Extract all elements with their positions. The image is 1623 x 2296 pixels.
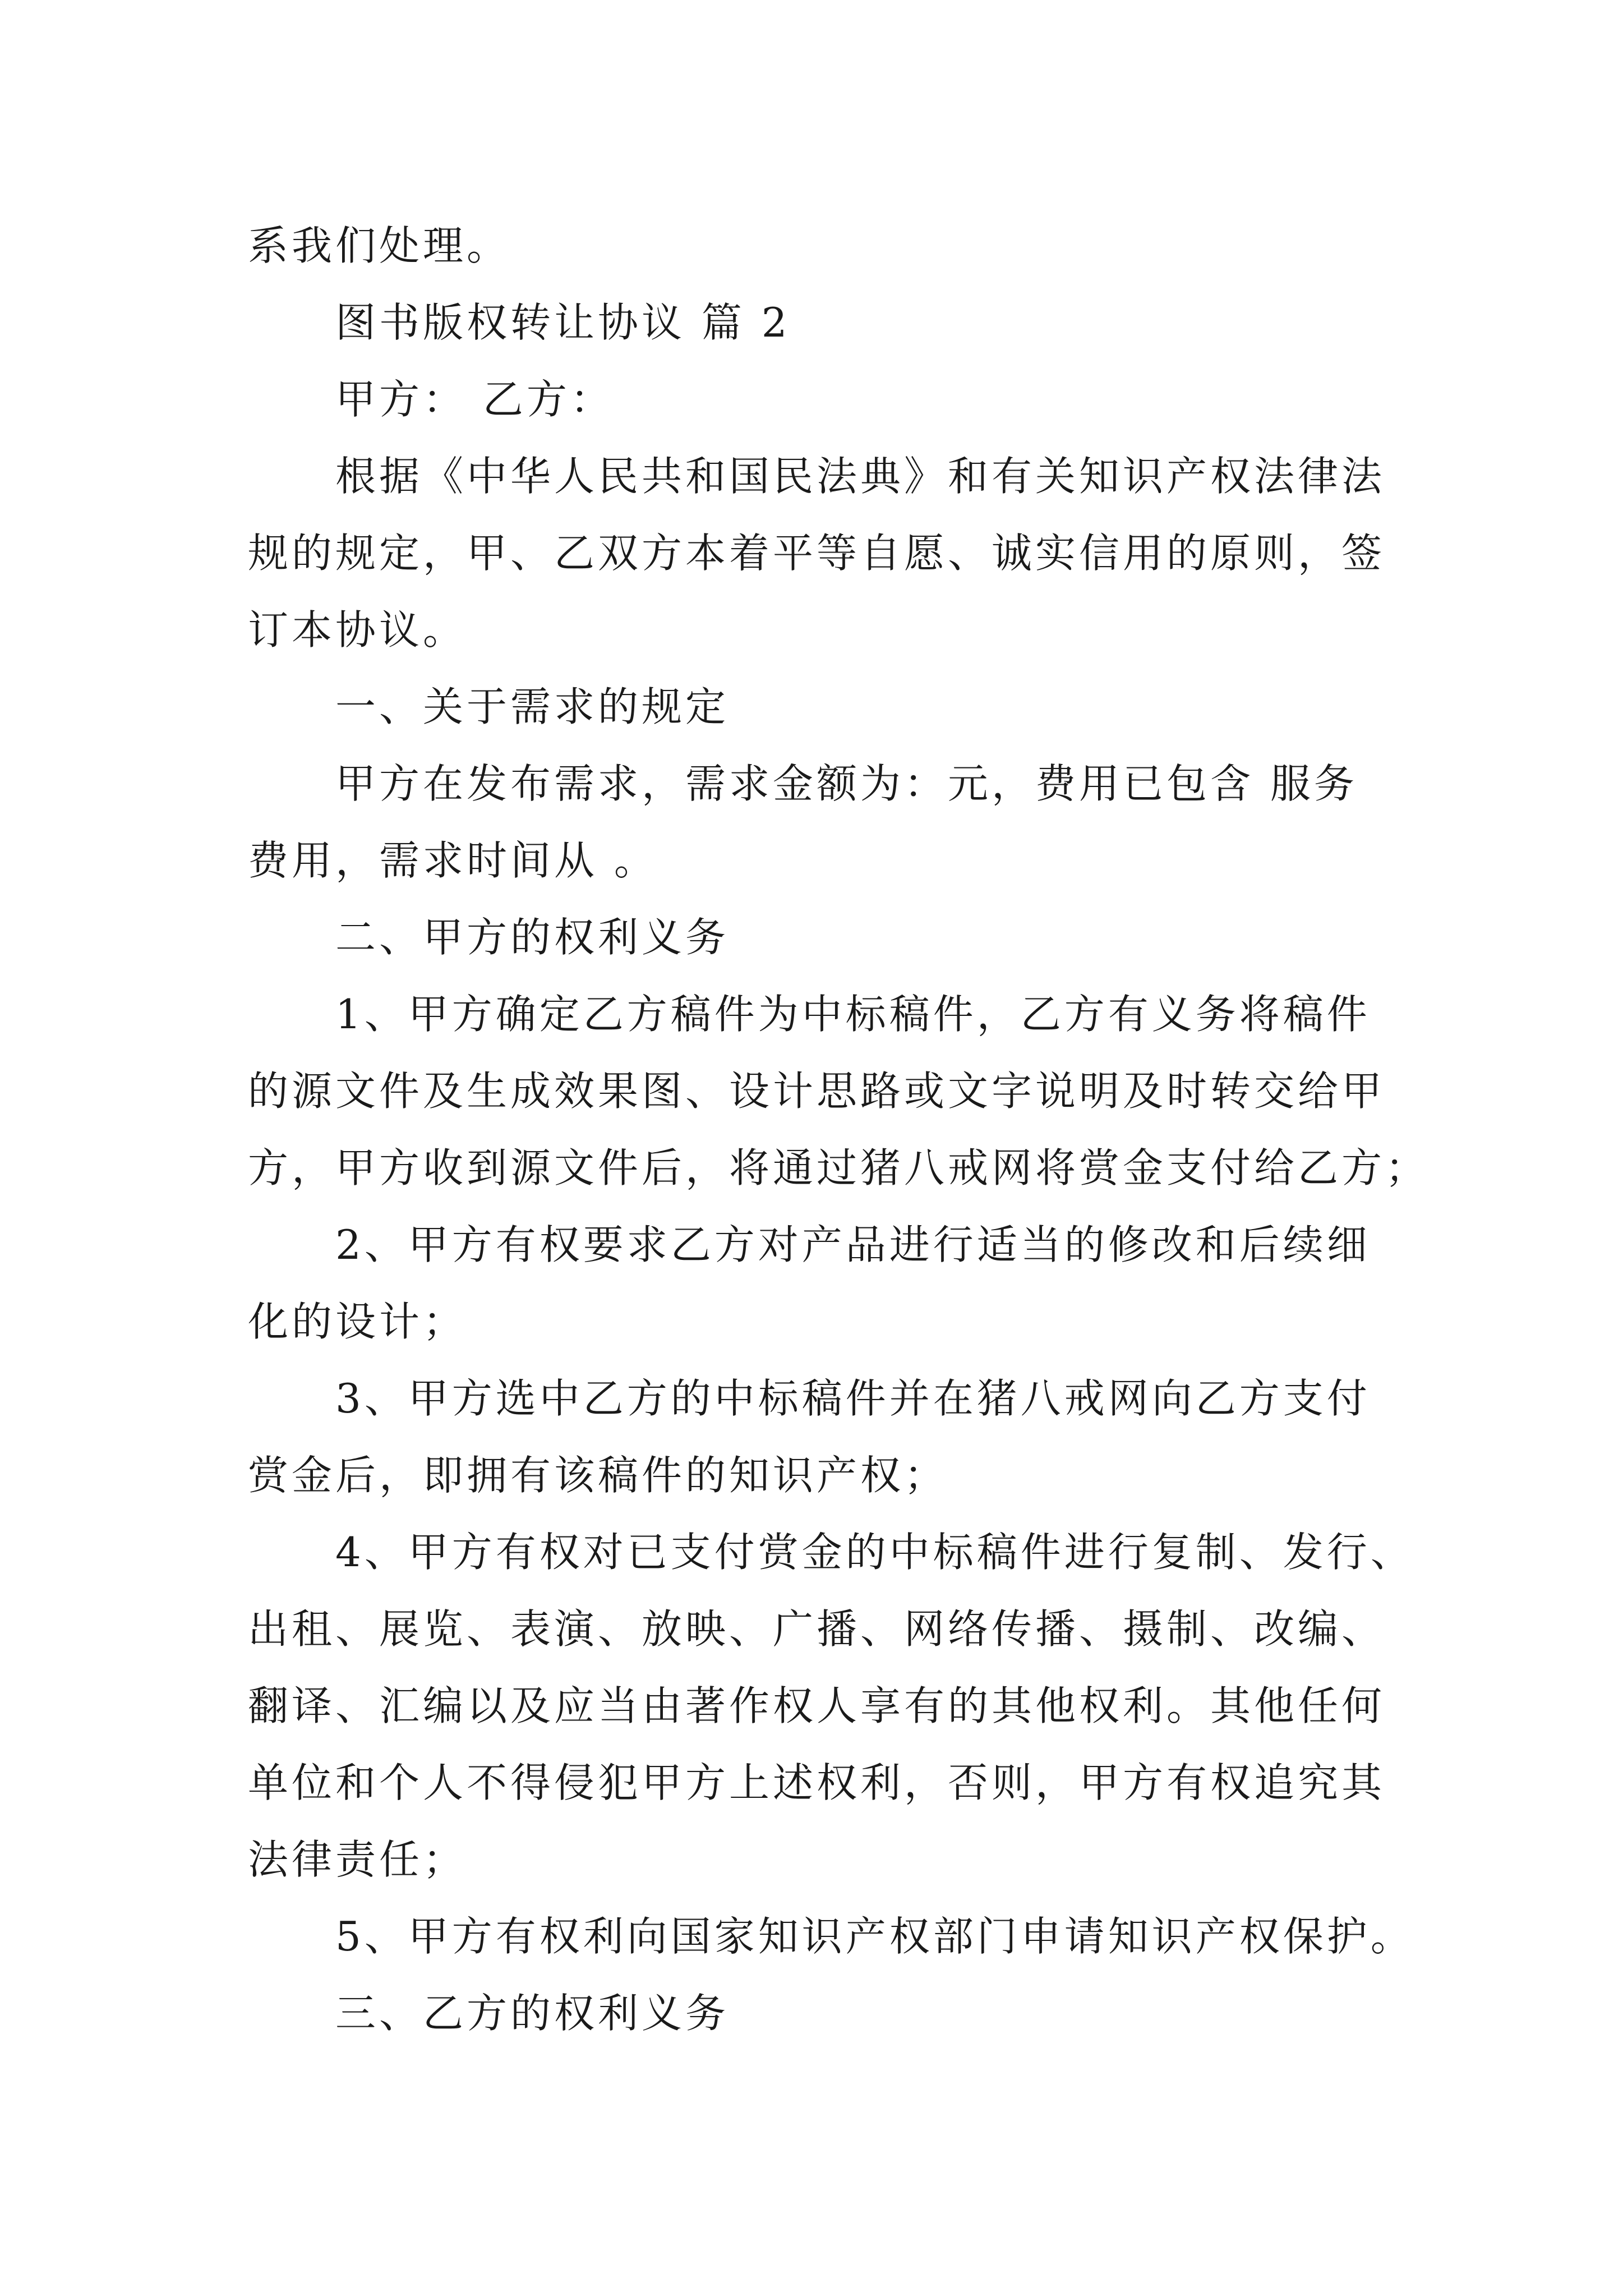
text-line: 单位和个人不得侵犯甲方上述权利，否则，甲方有权追究其	[248, 1759, 1386, 1806]
text-line: 5、甲方有权利向国家知识产权部门申请知识产权保护。	[335, 1913, 1414, 1960]
text-line: 1、甲方确定乙方稿件为中标稿件，乙方有义务将稿件	[335, 991, 1371, 1038]
parties-line: 甲方： 乙方：	[335, 376, 614, 423]
clause-heading: 三、乙方的权利义务	[335, 1990, 730, 2037]
text-line: 法律责任；	[248, 1836, 467, 1883]
text-line: 翻译、汇编以及应当由著作权人享有的其他权利。其他任何	[248, 1682, 1386, 1729]
text-line: 2、甲方有权要求乙方对产品进行适当的修改和后续细	[335, 1221, 1371, 1268]
clause-heading: 二、甲方的权利义务	[335, 914, 730, 961]
text-line: 规的规定，甲、乙双方本着平等自愿、诚实信用的原则，签	[248, 530, 1386, 577]
text-line: 订本协议。	[248, 606, 467, 654]
text-line: 化的设计；	[248, 1298, 467, 1345]
text-line: 4、甲方有权对已支付赏金的中标稿件进行复制、发行、	[335, 1529, 1414, 1576]
text-line: 的源文件及生成效果图、设计思路或文字说明及时转交给甲	[248, 1068, 1386, 1115]
section-title: 图书版权转让协议 篇 2	[335, 299, 791, 346]
text-line: 方，甲方收到源文件后，将通过猪八戒网将赏金支付给乙方；	[248, 1144, 1430, 1191]
clause-heading: 一、关于需求的规定	[335, 683, 730, 730]
text-line: 根据《中华人民共和国民法典》和有关知识产权法律法	[335, 453, 1386, 500]
text-line: 费用，需求时间从 。	[248, 837, 658, 884]
text-line: 3、甲方选中乙方的中标稿件并在猪八戒网向乙方支付	[335, 1375, 1371, 1422]
text-line: 赏金后，即拥有该稿件的知识产权；	[248, 1452, 948, 1499]
text-line: 甲方在发布需求，需求金额为：元，费用已包含 服务	[335, 760, 1358, 807]
text-line: 系我们处理。	[248, 222, 511, 269]
document-body	[248, 208, 1430, 2052]
text-line: 出租、展览、表演、放映、广播、网络传播、摄制、改编、	[248, 1605, 1386, 1653]
